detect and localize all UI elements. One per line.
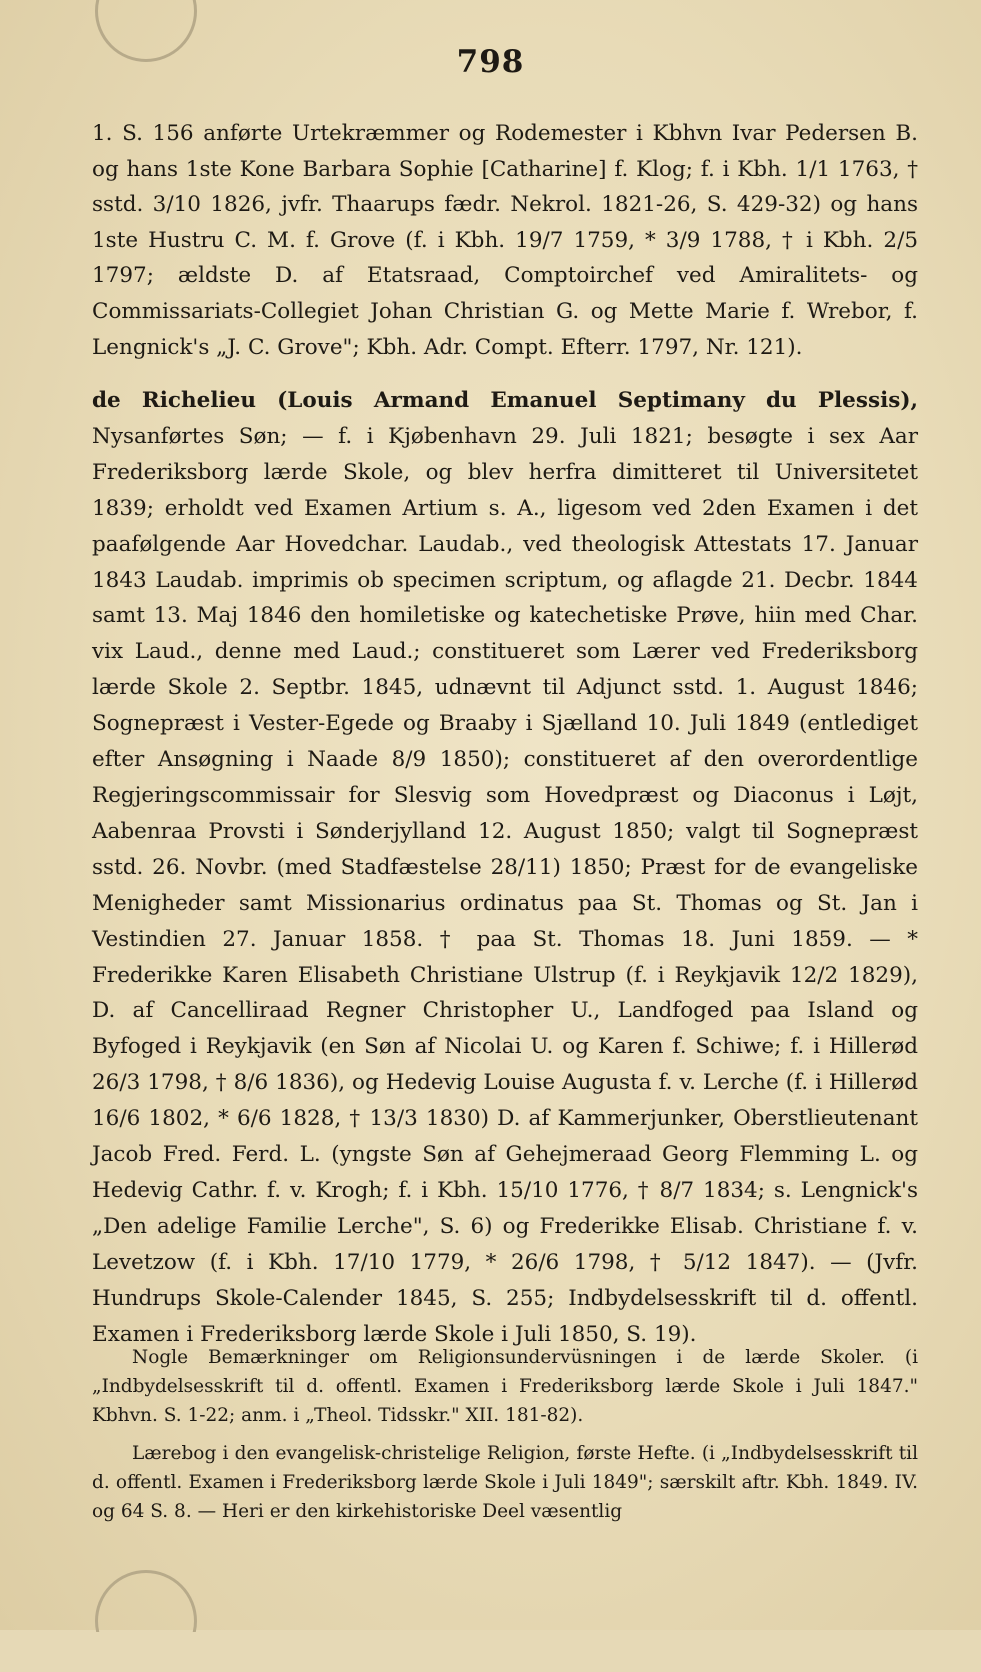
continued-entry-paragraph: 1. S. 156 anførte Urtekræmmer og Rodemester i Kbhvn Ivar Pedersen B. og hans 1ste Kone Barbara Sophie [Catharine] f. Klog; f. i Kbh. 1/1 1763, † sstd. 3/10 1826, jvfr. Thaarups fædr. Nekrol. 1821-26, S. 429-32) og hans 1ste Hustru C. M. f. Grove (f. i Kbh. 19/7 1759, * 3/9 1788, † i Kbh. 2/5 1797; ældste D. af Etatsraad, Comptoirchef ved Amiralitets- og Commissariats-Collegiet Johan Christian G. og Mette Marie f. Wrebor, f. Lengnick's „J. C. Grove"; Kbh. Adr. Compt. Efterr. 1797, Nr. 121). [92, 121, 918, 360]
bibliography-note-1: Nogle Bemærkninger om Religionsundervüsningen i de lærde Skoler. (i „Indbydelsesskrift til d. offentl. Examen i Frederiksborg lærde Skole i Juli 1847." Kbhvn. S. 1-22; anm. i „Theol. Tidsskr." XII. 181-82). [92, 1347, 918, 1426]
bibliography-note-2: Lærebog i den evangelisk-christelige Religion, første Hefte. (i „Indbydelsesskrift til d. offentl. Examen i Frederiksborg lærde Skole i Juli 1849"; særskilt aftr. Kbh. 1849. IV. og 64 S. 8. — Heri er den kirkehistoriske Deel væsentlig [92, 1443, 918, 1522]
binding-ring-bottom [95, 1570, 197, 1672]
entry-body: Nysanførtes Søn; — f. i Kjøbenhavn 29. Juli 1821; besøgte i sex Aar Frederiksborg lærde Skole, og blev herfra dimitteret til Universitetet 1839; erholdt ved Examen Artium s. A., ligesom ved 2den Examen i det paafølgende Aar Hovedchar. Laudab., ved theologisk Attestats 17. Januar 1843 Laudab. imprimis ob specimen scriptum, og aflagde 21. Decbr. 1844 samt 13. Maj 1846 den homiletiske og katechetiske Prøve, hiin med Char. vix Laud., denne med Laud.; constitueret som Lærer ved Frederiksborg lærde Skole 2. Septbr. 1845, udnævnt til Adjunct sstd. 1. August 1846; Sognepræst i Vester-Egede og Braaby i Sjælland 10. Juli 1849 (entlediget efter Ansøgning i Naade 8/9 1850); constitueret af den overordentlige Regjeringscommissair for Slesvig som Hovedpræst og Diaconus i Løjt, Aabenraa Provsti i Sønderjylland 12. August 1850; valgt til Sognepræst sstd. 26. Novbr. (med Stadfæstelse 28/11) 1850; Præst for de evangeliske Menigheder samt Missionarius ordinatus paa St. Thomas og St. Jan i Vestindien 27. Januar 1858. † paa St. Thomas 18. Juni 1859. — * Frederikke Karen Elisabeth Christiane Ulstrup (f. i Reykjavik 12/2 1829), D. af Cancelliraad Regner Christopher U., Landfoged paa Island og Byfoged i Reykjavik (en Søn af Nicolai U. og Karen f. Schiwe; f. i Hillerød 26/3 1798, † 8/6 1836), og Hedevig Louise Augusta f. v. Lerche (f. i Hillerød 16/6 1802, * 6/6 1828, † 13/3 1830) D. af Kammerjunker, Oberstlieutenant Jacob Fred. Ferd. L. (yngste Søn af Gehejmeraad Georg Flemming L. og Hedevig Cathr. f. v. Krogh; f. i Kbh. 15/10 1776, † 8/7 1834; s. Lengnick's „Den adelige Familie Lerche", S. 6) og Frederikke Elisab. Christiane f. v. Levetzow (f. i Kbh. 17/10 1779, * 26/6 1798, † 5/12 1847). — (Jvfr. Hundrups Skole-Calender 1845, S. 255; Indbydelsesskrift til d. offentl. Examen i Frederiksborg lærde Skole i Juli 1850, S. 19). [92, 423, 918, 1347]
entry-heading: de Richelieu (Louis Armand Emanuel Septimany du Plessis), [92, 388, 918, 413]
biography-entry [92, 383, 918, 1352]
page-number: 798 [456, 44, 525, 80]
